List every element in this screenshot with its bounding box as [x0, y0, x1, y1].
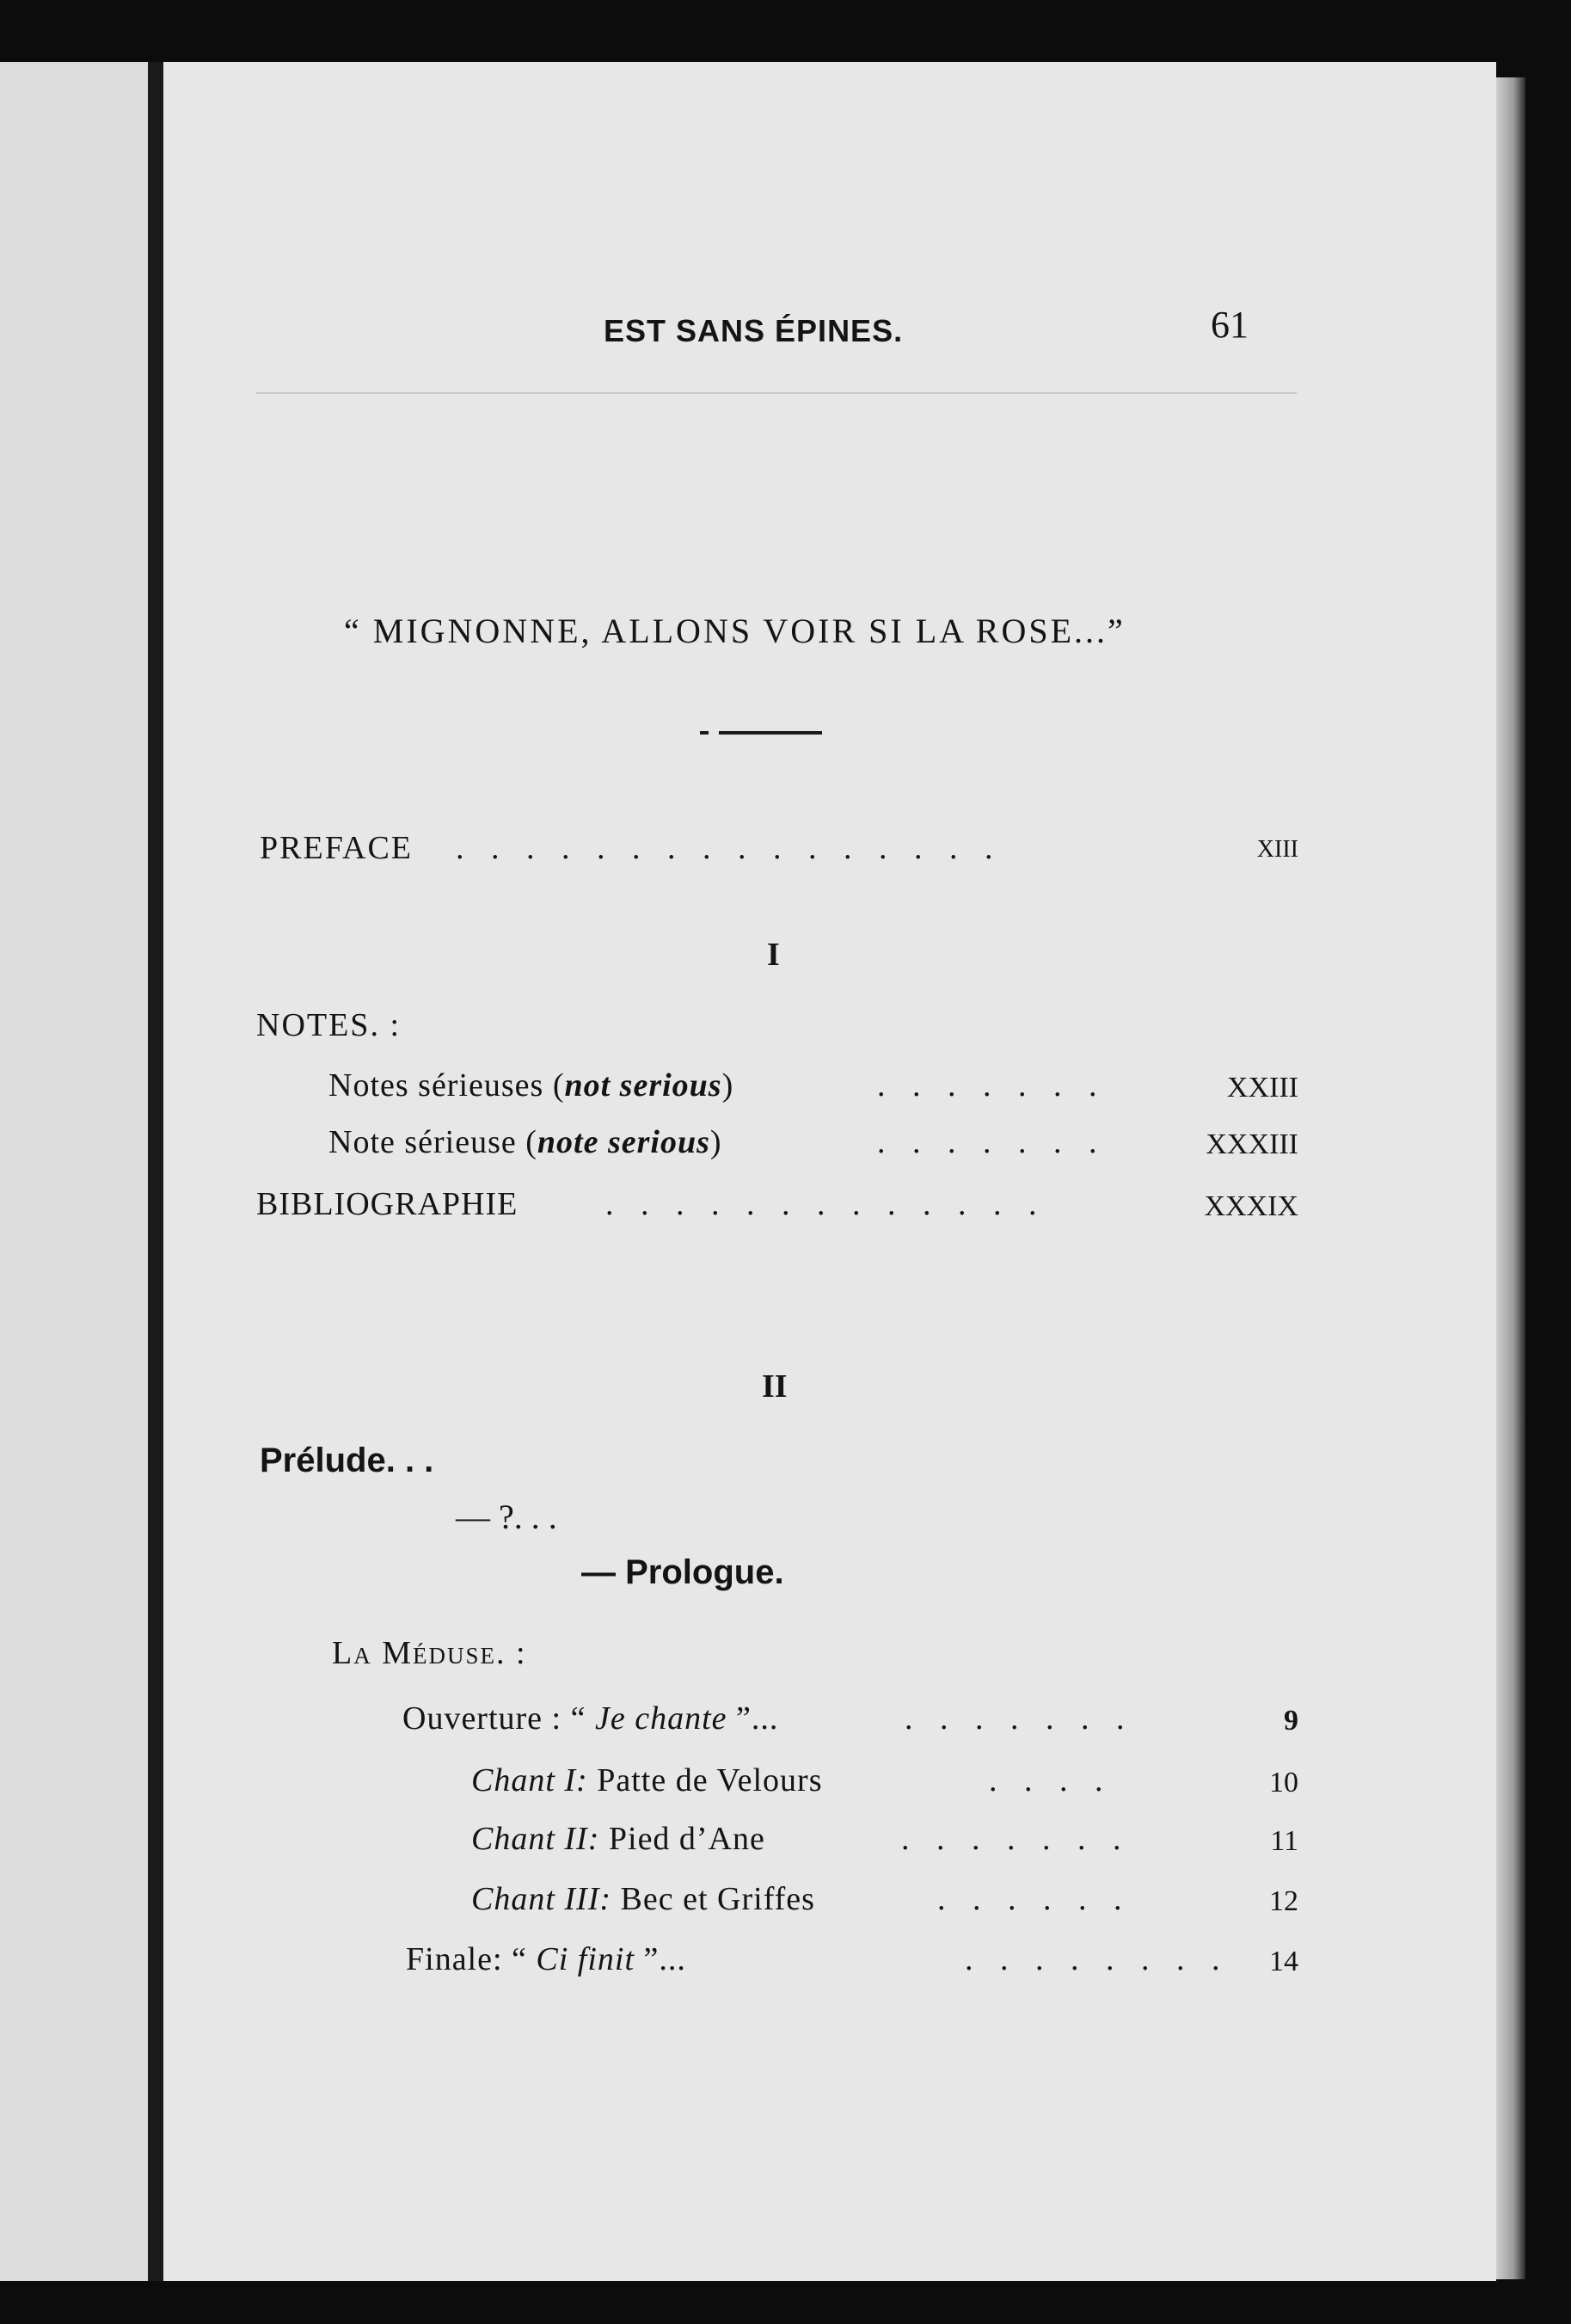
toc-label-italic: Chant II:	[471, 1821, 600, 1857]
toc-leader-dots: . . . . . . .	[877, 1067, 1107, 1104]
toc-entry-preface-page: XIII	[1256, 836, 1298, 863]
toc-entry-chant-2-page: 11	[1270, 1825, 1298, 1857]
toc-label-text: Pied d’Ane	[599, 1821, 765, 1857]
toc-leader-dots: . . . . . .	[937, 1881, 1132, 1917]
notes-heading: NOTES. :	[256, 1007, 401, 1043]
facing-page-edge	[0, 62, 148, 2281]
meduse-heading: La Méduse. :	[332, 1635, 527, 1671]
interlude-heading: — ?. . .	[456, 1497, 557, 1536]
page-edge-shadow	[1496, 77, 1525, 2279]
toc-label-text: Patte de Velours	[587, 1762, 823, 1798]
title-rule-dot	[700, 731, 709, 735]
toc-entry-notes-serieuses-page: XXIII	[1226, 1072, 1298, 1104]
toc-label-text: ”...	[727, 1700, 779, 1737]
toc-label-italic: Chant I:	[471, 1762, 588, 1798]
toc-label-italic: Je chante	[594, 1700, 727, 1737]
toc-label-text: )	[709, 1124, 722, 1160]
toc-label-text: ”...	[635, 1941, 686, 1977]
book-gutter	[148, 62, 163, 2281]
toc-entry-chant-1-page: 10	[1269, 1767, 1298, 1798]
prologue-heading: — Prologue.	[581, 1553, 784, 1591]
toc-label-italic: Ci finit	[536, 1941, 635, 1977]
page-number: 61	[1211, 304, 1249, 346]
toc-entry-preface-label: PREFACE	[260, 830, 414, 866]
toc-label-text: Note sérieuse (	[328, 1124, 537, 1160]
toc-entry-chant-2-label	[471, 1820, 765, 1858]
toc-label-italic: not serious	[564, 1067, 722, 1104]
running-head: EST SANS ÉPINES.	[604, 313, 904, 348]
toc-entry-finale-label	[406, 1940, 686, 1978]
toc-entry-ouverture-page: 9	[1284, 1705, 1298, 1737]
toc-leader-dots: . . . . . . . .	[965, 1941, 1230, 1977]
toc-leader-dots: . . . . . . . . . . . . . . . .	[456, 830, 1003, 866]
main-title: “ MIGNONNE, ALLONS VOIR SI LA ROSE...”	[344, 612, 1126, 650]
toc-entry-chant-3-page: 12	[1269, 1885, 1298, 1917]
toc-label-text: Finale: “	[406, 1941, 537, 1977]
toc-entry-chant-3-label	[471, 1880, 815, 1918]
toc-entry-note-serieuse-label	[328, 1123, 722, 1161]
toc-entry-finale-page: 14	[1269, 1946, 1298, 1977]
toc-entry-notes-serieuses-label	[328, 1067, 733, 1104]
section-number-i: I	[767, 937, 780, 973]
toc-leader-dots: . . . . . . .	[901, 1821, 1131, 1857]
toc-label-text: Bec et Griffes	[611, 1881, 815, 1917]
toc-label-text: Notes sérieuses (	[328, 1067, 565, 1104]
header-rule	[256, 392, 1297, 394]
section-number-ii: II	[762, 1368, 788, 1405]
toc-entry-bibliographie-label: BIBLIOGRAPHIE	[256, 1186, 519, 1222]
toc-leader-dots: . . . .	[989, 1762, 1113, 1798]
toc-leader-dots: . . . . . . .	[877, 1124, 1107, 1160]
toc-entry-note-serieuse-page: XXXIII	[1206, 1128, 1298, 1160]
prelude-heading: Prélude. . .	[260, 1442, 434, 1479]
toc-label-text: )	[721, 1067, 734, 1104]
book-page	[163, 62, 1496, 2281]
toc-entry-ouverture-label	[402, 1700, 778, 1737]
toc-leader-dots: . . . . . . .	[905, 1700, 1134, 1737]
toc-leader-dots: . . . . . . . . . . . . .	[605, 1186, 1046, 1222]
title-rule	[719, 731, 822, 735]
toc-label-italic: Chant III:	[471, 1881, 612, 1917]
toc-entry-chant-1-label	[471, 1761, 822, 1799]
toc-label-italic: note serious	[537, 1124, 710, 1160]
toc-label-text: Ouverture : “	[402, 1700, 595, 1737]
toc-entry-bibliographie-page: XXXIX	[1204, 1190, 1298, 1222]
